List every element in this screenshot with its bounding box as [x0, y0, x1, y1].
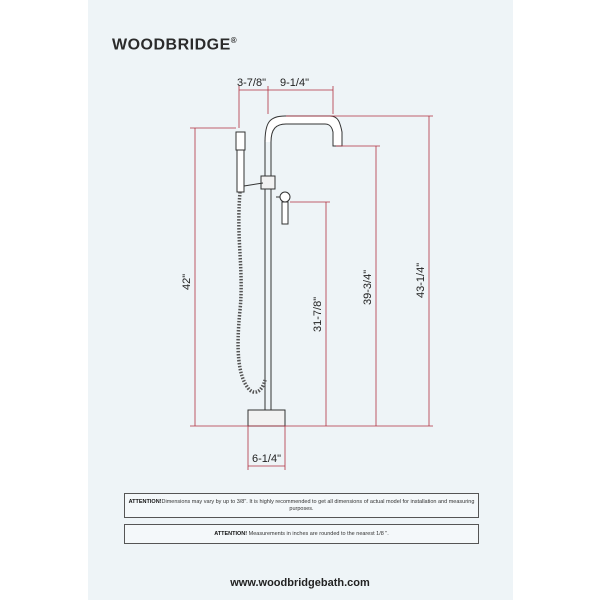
shower-hose	[238, 192, 265, 392]
label-9-1-4: 9-1/4"	[280, 77, 309, 89]
attention-note-rounding	[124, 524, 479, 544]
dimension-lines	[190, 86, 433, 470]
label-42: 42"	[181, 273, 193, 290]
label-39-3-4: 39-3/4"	[362, 269, 374, 305]
note1-text: Dimensions may vary by up to 3/8". It is highly recommended to get all dimensions of actual model for installation and measuring purposes.	[161, 499, 475, 512]
handle-lever	[282, 202, 288, 224]
faucet-base	[248, 410, 285, 426]
label-43-1-4: 43-1/4"	[415, 262, 427, 298]
diverter-body	[261, 176, 275, 189]
brand-name: WOODBRIDGE	[112, 36, 231, 54]
note1-label: ATTENTION!	[128, 499, 162, 505]
spout-arm	[265, 116, 342, 146]
attention-note-dimensions	[124, 493, 479, 518]
handle-knob	[280, 192, 290, 202]
hand-shower-cradle	[244, 183, 263, 186]
website-url: www.woodbridgebath.com	[230, 577, 370, 589]
hand-shower-handle	[237, 150, 244, 192]
registered-mark: ®	[230, 36, 238, 45]
label-3-7-8: 3-7/8"	[237, 77, 266, 89]
label-31-7-8: 31-7/8"	[312, 296, 324, 332]
note2-label: ATTENTION!	[214, 531, 248, 537]
label-6-1-4: 6-1/4"	[252, 453, 281, 465]
note2-text: Measurements in inches are rounded to the nearest 1/8 ".	[248, 531, 389, 537]
hand-shower-head	[236, 132, 245, 150]
